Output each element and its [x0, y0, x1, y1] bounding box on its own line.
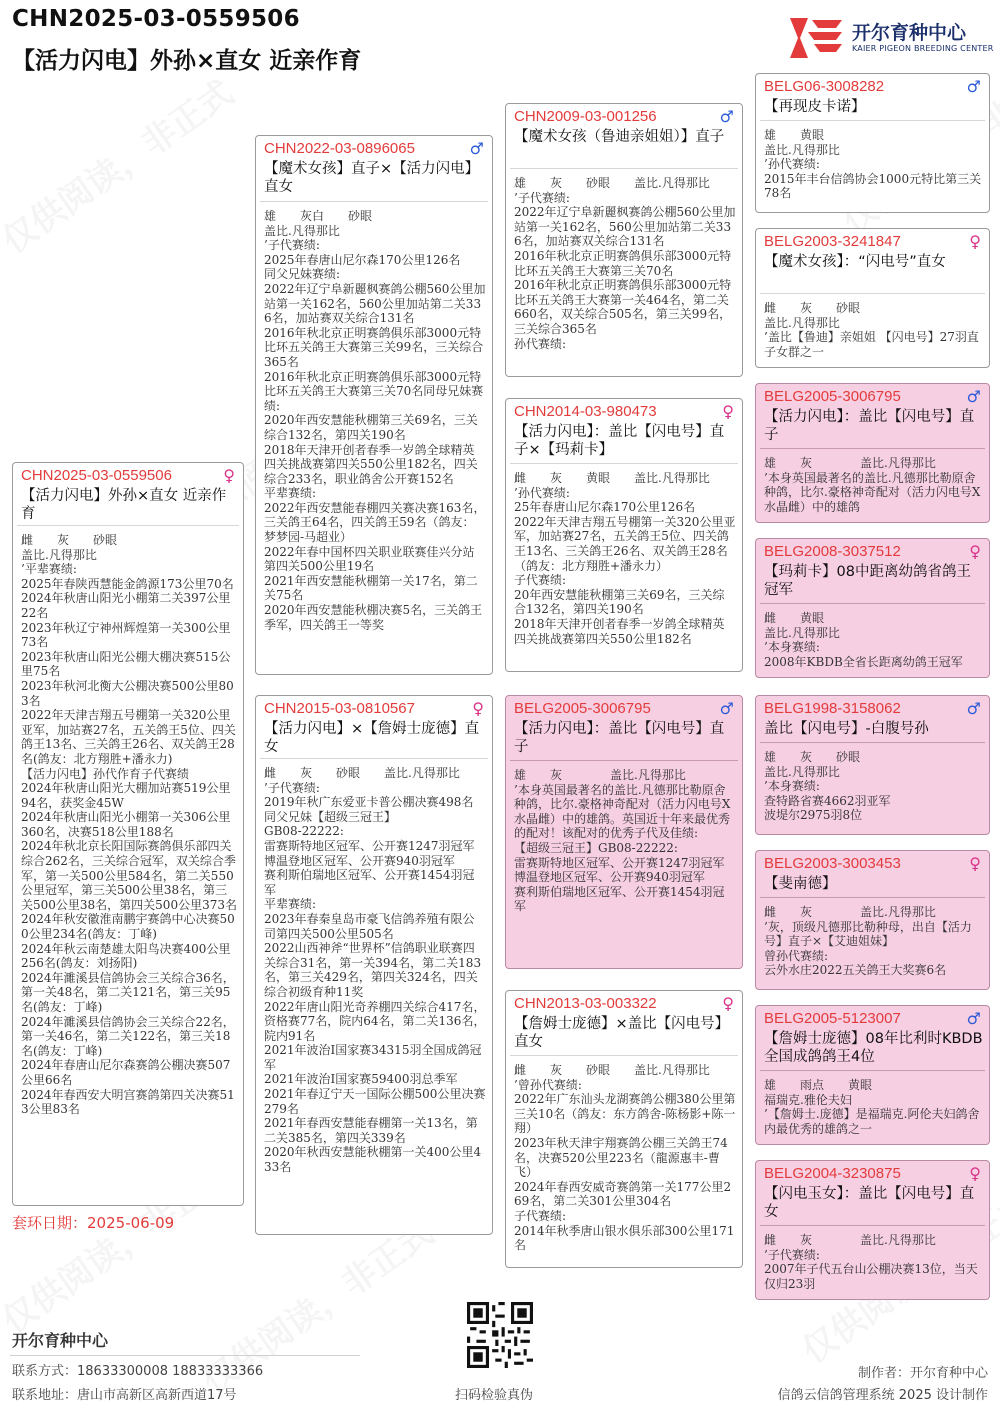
pigeon-details: 雄 灰 盖比.凡得那比 ’本身英国最著名的盖比.凡德那比勒原舍种鸽，比尔.豪格神奇配对（活力闪电号X水晶雌）中的雄鸽。英国近十年来最优秀的配对！该配对的优秀子代及佳绩: 【超级三冠王】GB08-22222: 雷赛斯特地区冠军、公开赛1247羽冠军 博温登地区冠军、公开赛940羽冠军 赛利斯伯瑞地区冠军、公开赛1454羽冠军 [514, 768, 731, 914]
ring-date: 套环日期：2025-06-09 [12, 1214, 175, 1232]
ring-number: BELG1998-3158062 [764, 700, 901, 717]
female-icon: ♀ [969, 542, 981, 561]
pedigree-card-sire [255, 135, 493, 675]
pedigree-card-subject [12, 462, 244, 1206]
male-icon: ♂ [719, 699, 734, 718]
female-icon: ♀ [722, 994, 734, 1013]
pedigree-card-dss [755, 695, 990, 835]
pigeon-name: 【魔术女孩（鲁迪亲姐姐）】直子 [514, 129, 725, 145]
footer-address: 联系地址：唐山市高新区高新西道17号 [12, 1388, 237, 1403]
pigeon-details: 雌 灰 盖比.凡得那比 ’子代赛绩: 2007年子代五台山公棚决赛13位，当天仅归23羽 [764, 1233, 978, 1291]
ring-number: CHN2022-03-0896065 [264, 140, 415, 157]
pigeon-details: 雄 雨点 黄眼 福瑞克.雅伦夫妇 ’【詹姆士.庞德】是福瑞克.阿伦夫妇鸽舍内最优秀的雄鸽之一 [764, 1078, 980, 1136]
pigeon-name: 【詹姆士庞德】×盖比【闪电号】直女 [514, 1016, 730, 1050]
brand-name: 开尔育种中心 [852, 22, 967, 44]
pigeon-name: 【斐南德】 [764, 876, 837, 892]
pigeon-name: 【魔术女孩】直子×【活力闪电】直女 [264, 161, 480, 195]
pedigree-card-dsd [755, 850, 990, 990]
ring-number: CHN2013-03-003322 [514, 995, 657, 1012]
brand-english-name: KAIER PIGEON BREEDING CENTER [852, 44, 994, 53]
pigeon-details: 雄 灰 砂眼 盖比.凡得那比 ’本身赛绩: 查特路省赛4662羽亚军 波堤尔2975羽8位 [764, 750, 891, 823]
pigeon-details: 雌 灰 砂眼 盖比.凡得那比 ’子代赛绩: 2019年秋广东爱亚卡普公棚决赛498名 同父兄妹【超级三冠王】 GB08-22222: 雷赛斯特地区冠军、公开赛1247羽冠军 博温登地区冠军、公开赛940羽冠军 赛利斯伯瑞地区冠军、公开赛1454羽冠军 平辈赛绩: 2023年春秦皇岛市豪飞信鸽养殖有限公司第四关500公里505名 2022山西神斧“世界杯”信鸽职业联赛四关综合31名，第一关394名，第二关183名，第三关429名，第四关324名，四关综合初级育种11奖 2022年唐山阳光奇养棚四关综合417名，资格赛77名，院内64名，第二关136名，院内91名 2021年波治Ⅰ国家赛34315羽全国成鸽冠军 2021年波治Ⅰ国家赛59400羽总季军 2021年春辽宁天一国际公棚500公里决赛279名 2021年春西安慧能春棚第一关13名，第二关385名，第四关339名 2020年秋西安慧能秋棚第一关400公里433名 [264, 766, 486, 1175]
ring-number: CHN2015-03-0810567 [264, 700, 415, 717]
male-icon: ♂ [966, 387, 981, 406]
male-icon: ♂ [966, 1009, 981, 1028]
pigeon-name: 【詹姆士庞德】08年比利时KBDB全国成鸽鸽王4位 [764, 1031, 983, 1065]
qr-code-icon[interactable] [467, 1302, 533, 1368]
kaier-logo-icon [786, 14, 846, 62]
pigeon-name: 【魔术女孩】：“闪电号”直女 [764, 254, 946, 270]
female-icon: ♀ [969, 854, 981, 873]
pedigree-card-dam-sire [505, 695, 743, 969]
pigeon-details: 雄 灰白 砂眼 盖比.凡得那比 ’子代赛绩: 2025年春唐山尼尔森170公里126名 同父兄妹赛绩: 2022年辽宁阜新麗枫赛鸽公棚560公里加站第一关162名，560公里加站第二关336名，加站赛双关综合131名 2016年秋北京正明赛鸽俱乐部3000元特比环五关鸽王大赛第三关99名，三关综合365名 2016年秋北京正明赛鸽俱乐部3000元特比环五关鸽王大赛第三关70名同母兄妹赛绩: 2020年西安慧能秋棚第三关69名，三关综合132名，第四关190名 2018年天津开创者春季一岁鸽全球精英四关挑战赛第四关550公里182名，四关综合233名，职业鸽舍公开赛152名 平辈赛绩: 2022年西安慧能春棚四关赛决赛163名，三关鸽王64名，四关鸽王59名（鸽友：梦梦园-马超业） 2022年春中国杯四关职业联赛佳兴分站第四关500公里19名 2021年西安慧能秋棚第一关17名，第二关75名 2020年西安慧能秋棚决赛5名，三关鸽王季军，四关鸽王一等奖 [264, 209, 486, 632]
pigeon-details: 雌 灰 盖比.凡得那比 ’灰，顶级凡德那比勒种母，出自【活力号】直子×【艾迪姐妹】 曾孙代赛绩: 云外水庄2022五关鸽王大奖赛6名 [764, 905, 972, 978]
pigeon-name: 【活力闪电】：盖比【闪电号】直子 [764, 409, 975, 443]
pedigree-card-dds [755, 1005, 990, 1145]
ring-number: CHN2025-03-0559506 [21, 467, 172, 484]
ring-number: BELG2005-5123007 [764, 1010, 901, 1027]
pedigree-card-sds [755, 383, 990, 523]
pedigree-card-sire-dam [505, 398, 743, 672]
pigeon-details: 雄 黄眼 盖比.凡得那比 ’孙代赛绩: 2015年丰台信鸽协会1000元特比第三关78名 [764, 128, 982, 201]
pigeon-details: 雌 灰 砂眼 盖比.凡得那比 ’盖比【鲁迪】亲姐姐 【闪电号】27羽直子女群之一 [764, 301, 979, 359]
pigeon-name: 【活力闪电】×【詹姆士庞德】直女 [264, 721, 480, 755]
male-icon: ♂ [469, 139, 484, 158]
watermark [0, 66, 241, 262]
female-icon: ♀ [969, 232, 981, 251]
pigeon-details: 雌 灰 黄眼 盖比.凡得那比 ’孙代赛绩: 25年春唐山尼尔森170公里126名 2022年天津吉翔五号棚第一关320公里亚军，加站赛27名，五关鸽王5位、四关鸽王13名、三关鸽王26名、双关鸽王28名（鸽友：北方翔胜+潘永力） 子代赛绩: 20年西安慧能秋棚第三关69名，三关综合132名，第四关190名 2018年天津开创者春季一岁鸽全球精英四关挑战赛第四关550公里182名 [514, 471, 736, 646]
ring-number: BELG06-3008282 [764, 78, 885, 95]
pigeon-details: 雌 黄眼 盖比.凡得那比 ’本身赛绩: 2008年KBDB全省长距离幼鸽王冠军 [764, 611, 963, 669]
pigeon-name: 【再现皮卡诺】 [764, 99, 866, 115]
pigeon-name: 【活力闪电】：盖比【闪电号】直子 [514, 721, 725, 755]
footer-phone: 联系方式：18633300008 18833333366 [12, 1364, 264, 1379]
pedigree-card-ddd [755, 1160, 990, 1300]
pigeon-details: 雌 灰 砂眼 盖比.凡得那比 ’曾孙代赛绩: 2022年广东汕头龙湖赛鸽公棚380公里第三关10名（鸽友：东方鸽舍-陈杨影+陈一翔） 2023年秋天津宇翔赛鸽公棚三关鸽王74名，决赛520公里223名（龍源惠丰-曹飞） 2024年春西安威奇赛鸽第一关177公里269名，第二关301公里304名 子代赛绩: 2014年秋季唐山银水俱乐部300公里171名 [514, 1063, 736, 1253]
pedigree-card-sire-sire [505, 103, 743, 377]
ring-number: CHN2014-03-980473 [514, 403, 657, 420]
pigeon-name: 【活力闪电】外孙×直女 近亲作育 [21, 488, 227, 522]
ring-number: BELG2005-3006795 [764, 388, 901, 405]
pedigree-card-dam-dam [505, 990, 743, 1268]
pigeon-details: 雄 灰 盖比.凡得那比 ’本身英国最著名的盖比.凡德那比勒原舍种鸽，比尔.豪格神奇配对（活力闪电号X水晶雌）中的雄鸽 [764, 456, 981, 514]
brand-logo [786, 14, 996, 64]
pedigree-card-sss [755, 73, 990, 213]
scan-verify-text: 扫码检验真伪 [455, 1388, 534, 1403]
pigeon-name: 盖比【闪电号】-白腹号孙 [764, 721, 929, 737]
footer-divider [10, 1355, 360, 1356]
pigeon-name: 【玛莉卡】08中距离幼鸽省鸽王冠军 [764, 564, 971, 598]
pigeon-name: 【闪电玉女】：盖比【闪电号】直女 [764, 1186, 975, 1220]
pigeon-details: 雌 灰 砂眼 盖比.凡得那比 ’平辈赛绩: 2025年春陕西慧能金鸽源173公里70名 2024年秋唐山阳光小棚第二关397公里22名 2023年秋辽宁神州辉煌第一关300公里73名 2023年秋唐山阳光公棚大棚决赛515公里75名 2023年秋河北衡大公棚决赛500公里803名 2022年天津吉翔五号棚第一关320公里亚军，加站赛27名，五关鸽王5位、四关鸽王13名、三关鸽王26名、双关鸽王28名(鸽友：北方翔胜+潘永力) 【活力闪电】孙代作育子代赛绩 2024年秋唐山阳光大棚加站赛519公里94名，获奖金45W 2024年秋唐山阳光小棚第一关306公里360名，决赛518公里188名 2024年秋北京长阳国际赛鸽俱乐部四关综合262名，三关综合冠军，双关综合季军，第一关500公里584名，第二关550公里冠军，第三关500公里38名，第三关500公里38名，第四关500公里373名 2024年秋安徽淮南鹏宇赛鸽中心决赛500公里234名(鸽友：丁峰) 2024年秋云南楚雄太阳鸟决赛400公里256名(鸽友：刘扬阳) 2024年濉溪县信鸽协会三关综合36名，第一关48名，第二关121名，第三关95名(鸽友：丁峰) 2024年濉溪县信鸽协会三关综合22名，第一关46名，第二关122名，第三关18名(鸽友：丁峰) 2024年春唐山尼尔森赛鸽公棚决赛507公里66名 2024年春西安大明宫赛鸽第四关决赛513公里83名 [21, 533, 237, 1117]
ring-number: CHN2009-03-001256 [514, 108, 657, 125]
ring-number: BELG2008-3037512 [764, 543, 901, 560]
pedigree-card-sdd [755, 538, 990, 678]
pigeon-details: 雄 灰 砂眼 盖比.凡得那比 ’子代赛绩: 2022年辽宁阜新麗枫赛鸽公棚560公里加站第一关162名，560公里加站第二关336名，加站赛双关综合131名 2016年秋北京正明赛鸽俱乐部3000元特比环五关鸽王大赛第三关70名 2016年秋北京正明赛鸽俱乐部3000元特比环五关鸽王大赛第一关464名，第二关660名，双关综合505名，第三关99名，三关综合365名 孙代赛绩: [514, 176, 736, 351]
female-icon: ♀ [969, 1164, 981, 1183]
footer-org-name: 开尔育种中心 [12, 1331, 109, 1350]
pigeon-name: 【活力闪电】：盖比【闪电号】直子×【玛莉卡】 [514, 424, 725, 458]
ring-number: BELG2004-3230875 [764, 1165, 901, 1182]
ring-number: BELG2003-3241847 [764, 233, 901, 250]
page-title: CHN2025-03-0559506 [12, 6, 300, 32]
male-icon: ♂ [966, 77, 981, 96]
ring-number: BELG2005-3006795 [514, 700, 651, 717]
page-subtitle: 【活力闪电】外孙×直女 近亲作育 [12, 48, 362, 74]
female-icon: ♀ [722, 402, 734, 421]
male-icon: ♂ [719, 107, 734, 126]
male-icon: ♂ [966, 699, 981, 718]
footer-maker: 制作者：开尔育种中心 [857, 1366, 988, 1381]
pedigree-card-dam [255, 695, 493, 1235]
pedigree-card-ssd [755, 228, 990, 368]
female-icon: ♀ [223, 466, 235, 485]
footer-system: 信鸽云信鸽管理系统 2025 设计制作 [777, 1388, 988, 1403]
female-icon: ♀ [472, 699, 484, 718]
ring-number: BELG2003-3003453 [764, 855, 901, 872]
